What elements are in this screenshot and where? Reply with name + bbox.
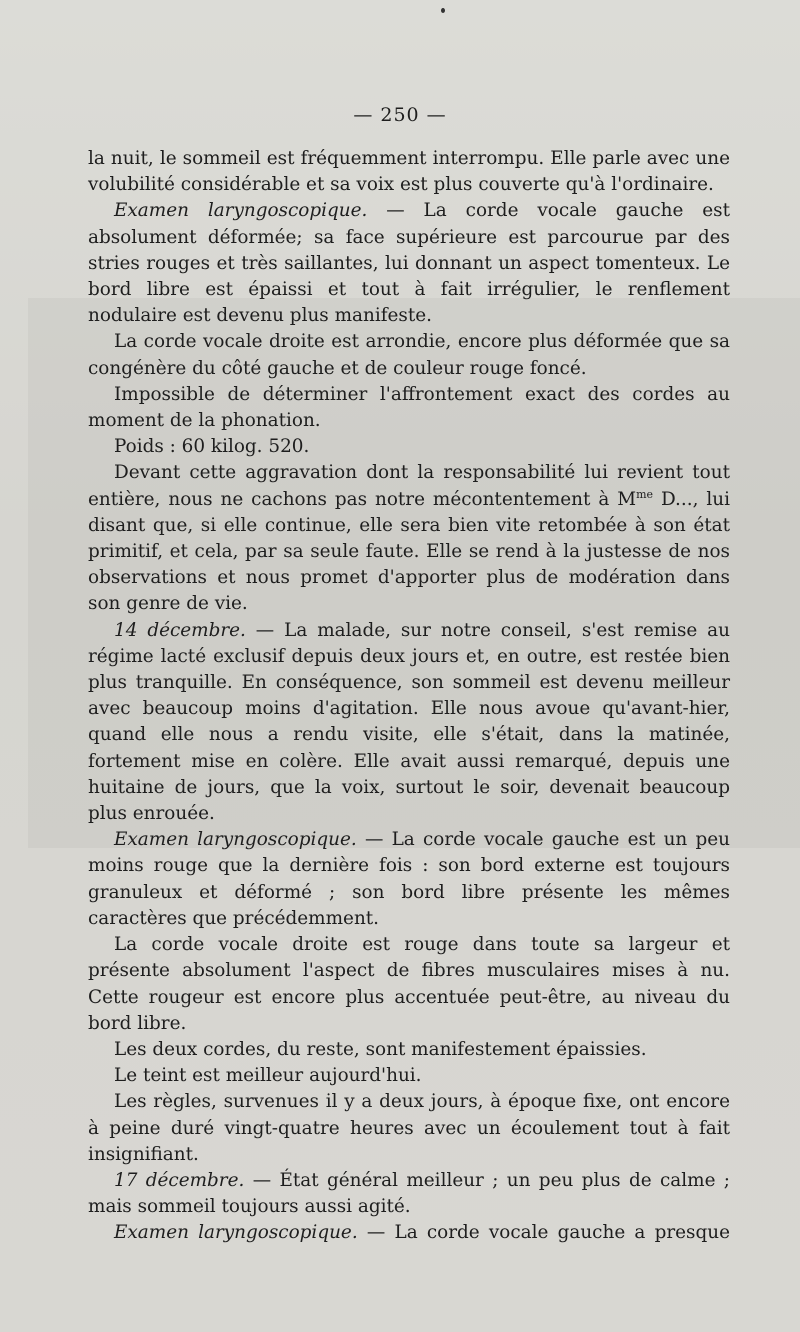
paragraph-text: — La corde vocale gauche est absolument déformée; sa face supérieure est parcourue par des stries rouges et très saillantes, lui donnant un aspect tomenteux. Le bord libre est épaissi et tout à fait irrégulier, le renflement nodulaire est devenu plus manifeste. — [88, 200, 730, 327]
paragraph-3 — [88, 329, 730, 381]
paragraph-text: — La malade, sur notre conseil, s'est remise au régime lacté exclusif depuis deux jours et, en outre, est restée bien plus tranquille. En conséquence, son sommeil est devenu meilleur avec beaucoup moins d'agitation. Elle nous avoue qu'avant-hier, quand elle nous a rendu visite, elle s'était, dans la matinée, fortement mise en colère. Elle avait aussi remarqué, depuis une huitaine de jours, que la voix, surtout le soir, devenait beaucoup plus enrouée. — [88, 619, 730, 825]
paragraph-14 — [88, 1220, 730, 1246]
paragraph-text: La corde vocale droite est arrondie, encore plus déformée que sa congénère du côté gauche et de couleur rouge foncé. — [88, 331, 730, 379]
paragraph-text: Impossible de déterminer l'affrontement exact des cordes au moment de la phonation. — [88, 383, 730, 432]
body-text — [88, 146, 730, 1247]
superscript: me — [636, 487, 654, 501]
paragraph-6 — [88, 460, 730, 617]
paragraph-text: Devant cette aggravation dont la responsabilité lui revient tout entière, nous ne cachons pas notre mécontentement à M — [88, 462, 730, 510]
paragraph-1 — [88, 146, 730, 198]
paragraph-text: — La corde vocale gauche a presque — [357, 1222, 730, 1244]
paragraph-8 — [88, 827, 730, 932]
paragraph-text: Poids : 60 kilog. 520. — [114, 436, 310, 458]
paragraph-lead: Examen laryngoscopique. — [114, 200, 368, 222]
paragraph-lead: 14 décembre. — [114, 619, 246, 641]
paragraph-text: — État général meilleur ; un peu plus de calme ; mais sommeil toujours aussi agité. — [88, 1169, 731, 1218]
paragraph-text: Les deux cordes, du reste, sont manifestement épaissies. — [114, 1038, 647, 1060]
paragraph-text: Les règles, survenues il y a deux jours, à époque fixe, ont encore à peine duré vingt-quatre heures avec un écoulement tout à fait insignifiant. — [88, 1091, 730, 1165]
page-number: — 250 — — [353, 104, 447, 126]
paragraph-lead: 17 décembre. — [114, 1169, 245, 1191]
paragraph-lead: Examen laryngoscopique. — [114, 1222, 358, 1244]
paragraph-lead: Examen laryngoscopique. — [114, 829, 357, 851]
paragraph-12 — [88, 1089, 730, 1168]
paragraph-9 — [88, 932, 730, 1037]
paragraph-text: Le teint est meilleur aujourd'hui. — [114, 1065, 422, 1087]
paragraph-text: — La corde vocale gauche est un peu moins rouge que la dernière fois : son bord externe est toujours granuleux et déformé ; son bord libre présente les mêmes caractères que précédemment. — [88, 829, 730, 929]
paragraph-text: la nuit, le sommeil est fréquemment interrompu. Elle parle avec une volubilité considérable et sa voix est plus couverte qu'à l'ordinaire. — [88, 148, 730, 196]
paragraph-5 — [88, 434, 730, 460]
paragraph-11 — [88, 1063, 730, 1089]
paragraph-7 — [88, 618, 730, 828]
paragraph-4 — [88, 382, 730, 434]
paragraph-2 — [88, 198, 730, 329]
paragraph-text: D..., lui disant que, si elle continue, elle sera bien vite retombée à son état primitif, et cela, par sa seule faute. Elle se rend à la justesse de nos observations et nous promet d'apporter plus de modération dans son genre de vie. — [88, 488, 730, 615]
paragraph-text: La corde vocale droite est rouge dans toute sa largeur et présente absolument l'aspect de fibres musculaires mises à nu. Cette rougeur est encore plus accentuée peut-être, au niveau du bord libre. — [88, 934, 730, 1034]
paragraph-13 — [88, 1168, 730, 1220]
paragraph-10 — [88, 1037, 730, 1063]
ink-speck — [441, 8, 445, 13]
